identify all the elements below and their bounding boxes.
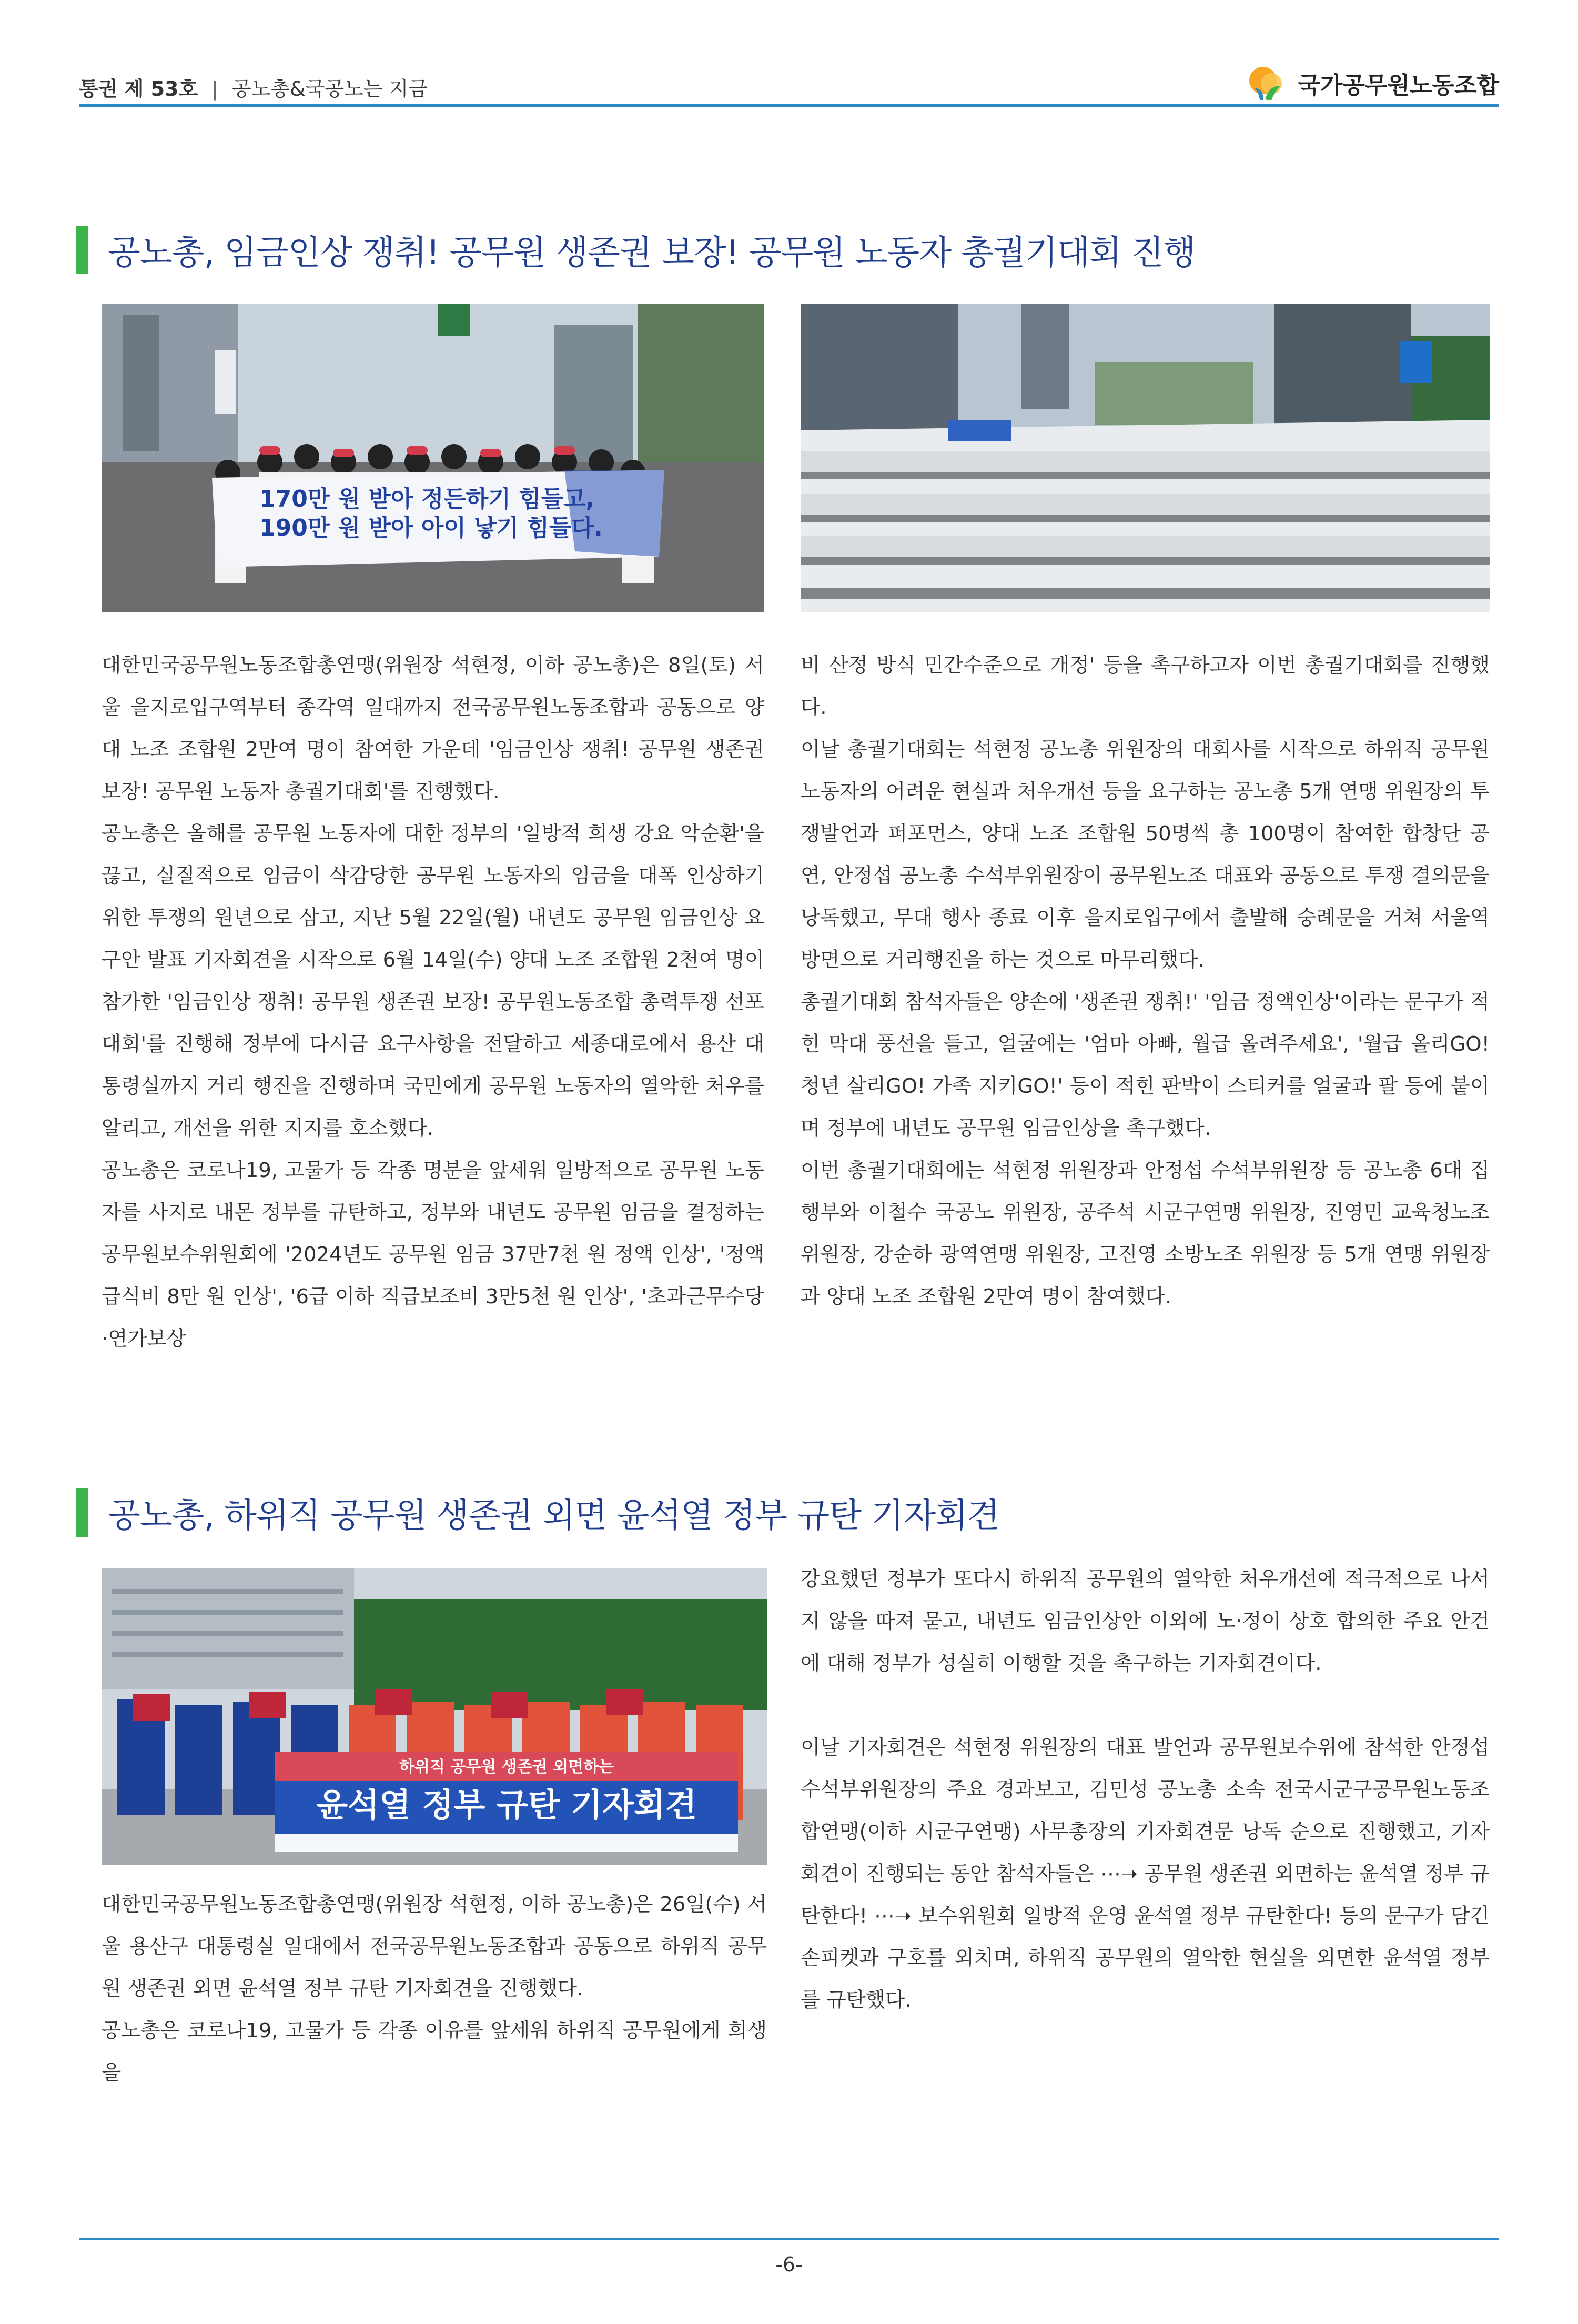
banner-main-text: 윤석열 정부 규탄 기자회견 xyxy=(316,1786,697,1824)
article1-paragraph: 이날 총궐기대회는 석현정 공노총 위원장의 대회사를 시작으로 하위직 공무원 노동자의 어려운 현실과 처우개선 등을 요구하는 공노총 5개 연맹 위원장의 투쟁발언과 퍼포먼스, 양대 노조 조합원 50명씩 총 100명이 참여한 합창단 공연, 안정섭 공노총 수석부위원장이 공무원노조 대표와 공동으로 투쟁 결의문을 낭독했고, 무대 행사 종료 이후 을지로입구에서 출발해 숭례문을 거쳐 서울역 방면으로 거리행진을 하는 것으로 마무리했다. xyxy=(801,738,1490,972)
page-header xyxy=(79,53,1499,105)
footer-rule xyxy=(79,2238,1499,2240)
article1-heading xyxy=(76,221,1195,279)
union-logo-icon xyxy=(1247,63,1288,104)
header-separator: | xyxy=(211,77,218,100)
heading-bar xyxy=(76,1488,88,1537)
article2-left-column xyxy=(102,1884,767,2094)
article1-paragraph: 비 산정 방식 민간수준으로 개정' 등을 촉구하고자 이번 총궐기대회를 진행했다. xyxy=(801,653,1490,719)
banner-line1: 170만 원 받아 정든하기 힘들고, xyxy=(259,486,595,512)
article1-right-column xyxy=(801,645,1490,1318)
issue-number: 통권 제 53호 xyxy=(79,77,198,100)
article1-left-column xyxy=(102,645,764,1360)
section-name: 공노총&국공노는 지금 xyxy=(232,77,428,100)
rally-march-photo xyxy=(102,304,764,612)
article2-paragraph: 강요했던 정부가 또다시 하위직 공무원의 열악한 처우개선에 적극적으로 나서지 않을 따져 묻고, 내년도 임금인상안 이외에 노·정이 상호 합의한 주요 안건에 대해 정부가 성실히 이행할 것을 촉구하는 기자회견이다. xyxy=(801,1567,1490,1675)
org-name: 국가공무원노동조합 xyxy=(1298,72,1499,99)
article2-paragraph: 이날 기자회견은 석현정 위원장의 대표 발언과 공무원보수위에 참석한 안정섭 수석부위원장의 주요 경과보고, 김민성 공노총 소속 전국시군구공무원노동조합연맹(이하 시군구연맹) 사무총장의 기자회견문 낭독 순으로 진행했고, 기자회견이 진행되는 동안 참석자들은 ⋯➝ 공무원 생존권 외면하는 윤석열 정부 규탄한다! ⋯➝ 보수위원회 일방적 운영 윤석열 정부 규탄한다! 등의 문구가 담긴 손피켓과 구호를 외치며, 하위직 공무원의 열악한 현실을 외면한 윤석열 정부를 규탄했다. xyxy=(801,1736,1490,2012)
article1-paragraph: 공노총은 올해를 공무원 노동자에 대한 정부의 '일방적 희생 강요 악순환'을 끊고, 실질적으로 임금이 삭감당한 공무원 노동자의 임금을 대폭 인상하기 위한 투쟁의 원년으로 삼고, 지난 5월 22일(월) 내년도 공무원 임금인상 요구안 발표 기자회견을 시작으로 6월 14일(수) 양대 노조 조합원 2천여 명이 참가한 '임금인상 쟁취! 공무원 생존권 보장! 공무원노동조합 총력투쟁 선포대회'를 진행해 정부에 다시금 요구사항을 전달하고 세종대로에서 용산 대통령실까지 거리 행진을 진행하며 국민에게 공무원 노동자의 열악한 처우를 알리고, 개선을 위한 지지를 호소했다. xyxy=(102,822,764,1140)
article2-heading xyxy=(76,1484,999,1542)
paragraph-spacer xyxy=(801,1685,1490,1727)
org-logo xyxy=(1247,62,1499,104)
article1-paragraph: 총궐기대회 참석자들은 양손에 '생존권 쟁취!' '임금 정액인상'이라는 문구가 적힌 막대 풍선을 들고, 얼굴에는 '엄마 아빠, 월급 올려주세요', '월급 올리GO! 청년 살리GO! 가족 지키GO!' 등이 적힌 판박이 스티커를 얼굴과 팔 등에 붙이며 정부에 내년도 공무원 임금인상을 촉구했다. xyxy=(801,990,1490,1140)
banner-top-text: 하위직 공무원 생존권 외면하는 xyxy=(399,1758,614,1776)
press-conference-photo xyxy=(102,1568,767,1865)
rally-crowd-photo xyxy=(801,304,1490,612)
heading-bar xyxy=(76,226,88,274)
article1-paragraph: 이번 총궐기대회에는 석현정 위원장과 안정섭 수석부위원장 등 공노총 6대 집행부와 이철수 국공노 위원장, 공주석 시군구연맹 위원장, 진영민 교육청노조 위원장, 강순하 광역연맹 위원장, 고진영 소방노조 위원장 등 5개 연맹 위원장과 양대 노조 조합원 2만여 명이 참여했다. xyxy=(801,1159,1490,1309)
article2-paragraph: 공노총은 코로나19, 고물가 등 각종 이유를 앞세워 하위직 공무원에게 희생을 xyxy=(102,2019,767,2085)
article2-right-column xyxy=(801,1558,1490,2021)
header-rule xyxy=(79,104,1499,107)
article2-title: 공노총, 하위직 공무원 생존권 외면 윤석열 정부 규탄 기자회견 xyxy=(108,1496,999,1535)
banner-line2: 190만 원 받아 아이 낳기 힘들다. xyxy=(259,515,603,541)
article2-paragraph: 대한민국공무원노동조합총연맹(위원장 석현정, 이하 공노총)은 26일(수) 서울 용산구 대통령실 일대에서 전국공무원노동조합과 공동으로 하위직 공무원 생존권 외면 윤석열 정부 규탄 기자회견을 진행했다. xyxy=(102,1893,767,2000)
article1-paragraph: 대한민국공무원노동조합총연맹(위원장 석현정, 이하 공노총)은 8일(토) 서울 을지로입구역부터 종각역 일대까지 전국공무원노동조합과 공동으로 양대 노조 조합원 2만여 명이 참여한 가운데 '임금인상 쟁취! 공무원 생존권 보장! 공무원 노동자 총궐기대회'를 진행했다. xyxy=(102,653,764,803)
article1-paragraph: 공노총은 코로나19, 고물가 등 각종 명분을 앞세워 일방적으로 공무원 노동자를 사지로 내몬 정부를 규탄하고, 정부와 내년도 공무원 임금을 결정하는 공무원보수위원회에 '2024년도 공무원 임금 37만7천 원 정액 인상', '정액급식비 8만 원 인상', '6급 이하 직급보조비 3만5천 원 인상', '초과근무수당·연가보상 xyxy=(102,1159,764,1351)
page-number: -6- xyxy=(775,2253,803,2276)
article1-title: 공노총, 임금인상 쟁취! 공무원 생존권 보장! 공무원 노동자 총궐기대회 진행 xyxy=(108,234,1196,273)
header-left xyxy=(79,73,428,102)
